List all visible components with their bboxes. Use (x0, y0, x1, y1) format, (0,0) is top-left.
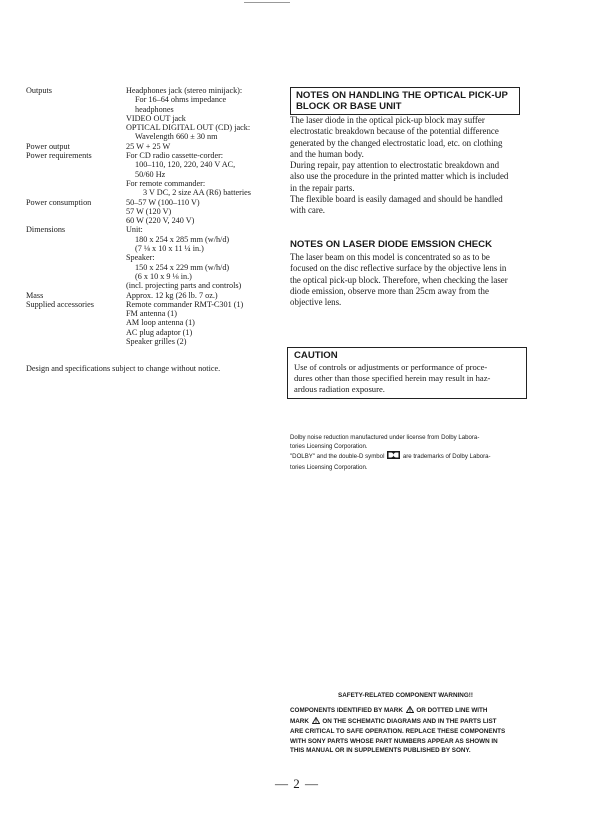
spec-value-line: Wavelength 660 ± 30 nm (135, 132, 218, 142)
safety-line (290, 717, 536, 728)
spec-value-line: AM loop antenna (1) (126, 318, 195, 328)
spec-label: Outputs (26, 86, 52, 95)
optical-notes-line: The flexible board is easily damaged and should be handled (290, 194, 503, 205)
laser-check-line: The laser beam on this model is concentrated so as to be (290, 252, 490, 262)
spec-value-line: Headphones jack (stereo minijack): (126, 86, 243, 95)
laser-check-line: diode emission, observe more than 25cm away from the (290, 285, 489, 296)
spec-row (26, 291, 276, 300)
optical-notes-body (290, 115, 534, 217)
dolby-notice (290, 433, 534, 472)
dolby-line: tories Licensing Corporation. (290, 443, 368, 451)
spec-label: Power output (26, 141, 70, 151)
spec-value-line: For 16–64 ohms impedance (135, 95, 227, 105)
dolby-line-end: are trademarks of Dolby Labora- (402, 453, 491, 461)
spec-value-line: 180 x 254 x 285 mm (w/h/d) (135, 234, 230, 244)
caution-body (294, 362, 524, 395)
spec-value-line: 60 W (220 V, 240 V) (126, 216, 195, 226)
spec-value-line: 25 W + 25 W (126, 141, 171, 151)
safety-line-start: MARK (290, 717, 309, 725)
spec-row (26, 198, 276, 226)
spec-values (126, 86, 276, 142)
caution-line: Use of controls or adjustments or performance of proce- (294, 362, 488, 372)
spec-value-line: 57 W (120 V) (126, 206, 172, 216)
spec-value-line: Unit: (126, 225, 143, 235)
spec-row (26, 86, 276, 142)
optical-notes-line: in the repair parts. (290, 182, 355, 193)
spec-value-line: 150 x 254 x 229 mm (w/h/d) (135, 262, 230, 272)
optical-notes-line: and the human body. (290, 148, 364, 159)
spec-value-line: FM antenna (1) (126, 309, 177, 319)
safety-line: WITH SONY PARTS WHOSE PART NUMBERS APPEAR AS SHOWN IN (290, 737, 498, 745)
spec-value-line: headphones (135, 104, 174, 114)
spec-values (126, 198, 276, 226)
optical-notes-line: also use the procedure in the printed matter which is included (290, 171, 509, 182)
dolby-line-start: "DOLBY" and the double-D symbol (290, 453, 385, 461)
spec-value-line: Speaker grilles (2) (126, 337, 187, 347)
spec-value-line: Speaker: (126, 253, 155, 263)
spec-value-line: For remote commander: (126, 178, 206, 188)
safety-line-end: OR DOTTED LINE WITH (416, 707, 488, 714)
optical-notes-title-line: NOTES ON HANDLING THE OPTICAL PICK-UP (296, 90, 508, 101)
dolby-line (290, 451, 534, 462)
optical-notes-line: The laser diode in the optical pick-up block may suffer (290, 115, 485, 125)
laser-check-line: focused on the disc reflective surface by the objective lens in (290, 263, 507, 274)
spec-row (26, 300, 276, 346)
safety-line-end: ON THE SCHEMATIC DIAGRAMS AND IN THE PARTS LIST (322, 717, 497, 725)
spec-values (126, 142, 276, 151)
optical-notes-title-box (290, 87, 520, 115)
warning-triangle-icon (406, 706, 414, 717)
spec-value-line: (incl. projecting parts and controls) (126, 281, 242, 291)
spec-value-line: 50–57 W (100–110 V) (126, 197, 200, 207)
caution-line: ardous radiation exposure. (294, 384, 385, 394)
dolby-line: tories Licensing Corporation. (290, 463, 368, 471)
dolby-line: Dolby noise reduction manufactured under license from Dolby Labora- (290, 434, 480, 441)
safety-line (290, 706, 536, 717)
safety-line-start: COMPONENTS IDENTIFIED BY MARK (290, 707, 403, 714)
caution-box (287, 347, 527, 399)
spec-value-line: 100–110, 120, 220, 240 V AC, (135, 160, 236, 170)
optical-notes-line: generated by the changed electrostatic load, etc. on clothing (290, 137, 503, 148)
spec-values (126, 151, 276, 197)
dolby-double-d-icon (387, 451, 400, 462)
spec-values (126, 291, 276, 300)
spec-value-line: (7 ⅛ x 10 x 11 ¼ in.) (135, 244, 204, 254)
spec-value-line: (6 x 10 x 9 ⅛ in.) (135, 271, 192, 281)
caution-title: CAUTION (294, 350, 338, 361)
spec-value-line: Approx. 12 kg (26 lb. 7 oz.) (126, 290, 218, 300)
spec-values (126, 225, 276, 290)
safety-line: THIS MANUAL OR IN SUPPLEMENTS PUBLISHED BY SONY. (290, 747, 471, 755)
spec-value-line: 3 V DC, 2 size AA (R6) batteries (143, 188, 251, 198)
safety-line: ARE CRITICAL TO SAFE OPERATION. REPLACE THESE COMPONENTS (290, 728, 506, 736)
spec-label: Power consumption (26, 197, 92, 207)
spec-row (26, 225, 276, 290)
warning-triangle-icon (312, 717, 320, 728)
optical-notes-line: During repair, pay attention to electrostatic breakdown and (290, 160, 500, 171)
laser-check-title: NOTES ON LASER DIODE EMSSION CHECK (290, 239, 493, 250)
spec-label: Dimensions (26, 225, 66, 235)
spec-row (26, 151, 276, 197)
safety-warning-body (290, 706, 536, 756)
spec-values (126, 300, 276, 346)
top-rule (244, 2, 290, 3)
spec-disclaimer: Design and specifications subject to change without notice. (26, 364, 221, 373)
spec-label: Mass (26, 290, 44, 300)
caution-line: dures other than those specified herein may result in haz- (294, 373, 491, 383)
spec-value-line: OPTICAL DIGITAL OUT (CD) jack: (126, 123, 251, 133)
spec-label: Power requirements (26, 151, 92, 161)
spec-value-line: AC plug adaptor (1) (126, 327, 193, 337)
optical-notes-line: electrostatic breakdown because of the potential difference (290, 126, 499, 137)
optical-notes-title-line: BLOCK OR BASE UNIT (296, 101, 402, 113)
spec-value-line: Remote commander RMT-C301 (1) (126, 299, 244, 309)
spec-label: Supplied accessories (26, 299, 94, 309)
laser-check-line: the optical pick-up block. Therefore, when checking the laser (290, 274, 508, 285)
page-number: — 2 — (275, 776, 319, 791)
spec-row (26, 142, 276, 151)
laser-check-line: objective lens. (290, 297, 342, 308)
laser-check-body (290, 252, 534, 308)
spec-value-line: For CD radio cassette-corder: (126, 151, 224, 161)
spec-value-line: 50/60 Hz (135, 169, 166, 179)
optical-notes-line: with care. (290, 205, 325, 216)
specifications-list (26, 86, 276, 346)
spec-value-line: VIDEO OUT jack (126, 113, 186, 123)
safety-warning-title: SAFETY-RELATED COMPONENT WARNING!! (338, 692, 473, 699)
